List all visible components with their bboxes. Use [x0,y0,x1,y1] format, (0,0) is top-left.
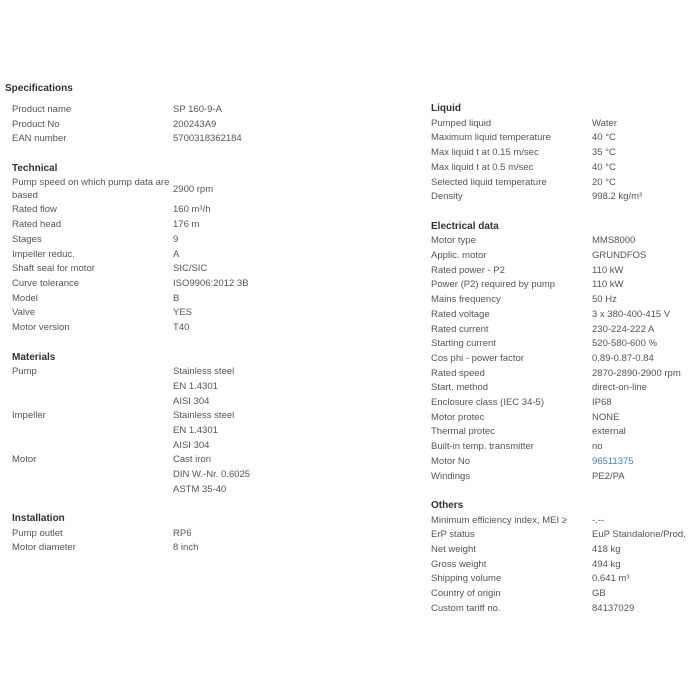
spec-value-line: AISI 304 [173,439,210,451]
spec-value-line: AISI 304 [173,395,210,407]
spec-value [173,176,272,203]
spec-row-rated-power-p2 [431,264,699,279]
spec-value-line: RP6 [173,527,192,539]
spec-value [173,409,272,453]
spec-value [592,543,699,558]
spec-value-line: Stainless steel [173,366,235,378]
spec-value [592,249,699,264]
section-basic [12,103,272,147]
spec-value [173,292,272,307]
spec-value-line: 50 Hz [592,294,617,306]
spec-value-line: B [173,292,180,304]
spec-row-product-no [12,118,272,133]
spec-label: Motor [12,454,37,466]
spec-value [592,455,699,470]
spec-row-motor [12,453,272,497]
spec-value [592,381,699,396]
spec-value-line: MMS8000 [592,235,636,247]
spec-row-max-liquid-t-at-0-15-m-sec [431,146,699,161]
spec-value-line: 110 kW [592,264,624,276]
section-title-electrical: Electrical data [431,220,499,232]
spec-value-line: EN 1.4301 [173,424,218,436]
spec-row-shipping-volume [431,572,699,587]
spec-row-mains-frequency [431,293,699,308]
spec-label: Enclosure class (IEC 34-5) [431,397,544,409]
spec-value-line: 2870-2890-2900 rpm [592,367,681,379]
spec-label: Pump speed on which pump data are based [12,177,170,201]
spec-label: Selected liquid temperature [431,176,547,188]
spec-value [173,277,272,292]
spec-label: Product No [12,118,60,130]
spec-value-line: 40 °C [592,161,616,173]
spec-value-line: EN 1.4301 [173,380,218,392]
spec-label: Impeller [12,410,46,422]
spec-label: Model [12,292,38,304]
spec-value-line: 110 kW [592,279,624,291]
spec-value-line: 0.641 m³ [592,573,630,585]
spec-row-product-name [12,103,272,118]
spec-value [173,321,272,336]
spec-value-line: EuP Standalone/Prod. [592,529,686,541]
spec-label: Thermal protec [431,426,495,438]
spec-value-line: 998.2 kg/m³ [592,191,643,203]
spec-label: Rated voltage [431,308,490,320]
spec-value [592,293,699,308]
spec-row-minimum-efficiency-index-mei [431,514,699,529]
spec-value [592,558,699,573]
section-title-others: Others [431,499,464,511]
spec-label: Pump [12,366,37,378]
spec-value-line: GB [592,588,606,600]
spec-value [592,352,699,367]
spec-row-built-in-temp-transmitter [431,440,699,455]
spec-label: Cos phi - power factor [431,352,524,364]
spec-row-starting-current [431,337,699,352]
spec-row-thermal-protec [431,425,699,440]
spec-row-rated-flow [12,203,272,218]
spec-value-line: 20 °C [592,176,616,188]
spec-label: Pumped liquid [431,117,492,129]
spec-value-line: Water [592,117,617,129]
spec-value [592,278,699,293]
spec-label: Minimum efficiency index, MEI ≥ [431,514,567,526]
spec-value [592,470,699,485]
section-others [431,484,699,616]
spec-row-start-method [431,381,699,396]
spec-row-model [12,292,272,307]
spec-value [592,146,699,161]
spec-value [592,514,699,529]
spec-row-enclosure-class-iec-34-5 [431,396,699,411]
spec-value-line: YES [173,307,193,319]
spec-label: Product name [12,104,72,115]
spec-value-line: 200243A9 [173,118,217,130]
spec-value-line: 230-224-222 A [592,323,655,335]
spec-label: Motor version [12,322,70,334]
spec-label: Motor diameter [12,542,76,554]
spec-value-line: 84137029 [592,602,635,614]
spec-label: Net weight [431,544,476,556]
spec-value [592,367,699,382]
spec-value-line: IP68 [592,397,612,409]
spec-row-gross-weight [431,558,699,573]
spec-value-line: 8 inch [173,542,199,554]
spec-value [173,365,272,409]
spec-label: Start. method [431,382,489,394]
spec-value-line: -.-- [592,514,605,526]
spec-value [592,602,699,617]
spec-row-rated-voltage [431,308,699,323]
spec-row-rated-current [431,323,699,338]
spec-label: Gross weight [431,558,487,570]
spec-value [592,572,699,587]
spec-value-line: 35 °C [592,147,616,159]
spec-row-stages [12,233,272,248]
spec-value [173,306,272,321]
spec-value-line: DIN W.-Nr. 0.6025 [173,469,251,480]
spec-row-curve-tolerance [12,277,272,292]
spec-row-density [431,190,699,205]
spec-value [173,203,272,218]
spec-label: Power (P2) required by pump [431,279,556,291]
spec-value [173,527,272,542]
spec-value-line: T40 [173,322,190,334]
spec-value [592,411,699,426]
spec-value-line: 5700318362184 [173,133,242,145]
spec-value [592,234,699,249]
spec-value [592,117,699,132]
section-materials [12,336,272,498]
spec-value [173,262,272,277]
spec-value [173,103,272,118]
spec-label: Custom tariff no. [431,602,501,614]
spec-row-selected-liquid-temperature [431,176,699,191]
spec-label: Maximum liquid temperature [431,132,551,144]
spec-label: Max liquid t at 0.5 m/sec [431,161,534,173]
section-spacer [12,147,272,162]
spec-value [592,190,699,205]
spec-value-line: ISO9906:2012 3B [173,278,249,289]
spec-value-line: 40 °C [592,132,616,144]
spec-row-cos-phi-power-factor [431,352,699,367]
spec-row-ean-number [12,132,272,147]
spec-row-motor-protec [431,411,699,426]
spec-label: Built-in temp. transmitter [431,441,534,453]
spec-value [592,425,699,440]
right-column [431,102,699,617]
spec-row-pump-outlet [12,527,272,542]
spec-value [173,541,272,556]
spec-row-erp-status [431,528,699,543]
spec-value [173,248,272,263]
spec-label: Starting current [431,338,496,350]
spec-value [592,131,699,146]
spec-value [173,118,272,133]
spec-value [592,264,699,279]
spec-value-line: ASTM 35-40 [173,483,227,495]
spec-value-line: direct-on-line [592,382,647,394]
spec-value [592,528,699,543]
motor-number-link[interactable]: 96511375 [592,455,634,467]
spec-value [592,440,699,455]
spec-value [592,323,699,338]
section-electrical [431,205,699,484]
spec-row-motor-type [431,234,699,249]
spec-value-line: 3 x 380-400-415 V [592,308,671,320]
spec-value-line: 0.89-0.87-0.84 [592,352,654,364]
spec-label: Motor protec [431,411,485,423]
spec-row-rated-speed [431,367,699,382]
spec-row-impeller [12,409,272,453]
spec-label: Applic. motor [431,249,487,261]
spec-row-net-weight [431,543,699,558]
spec-row-custom-tariff-no [431,602,699,617]
spec-value-line: SP 160-9-A [173,104,222,115]
spec-label: Density [431,191,463,203]
spec-row-shaft-seal-for-motor [12,262,272,277]
spec-label: Windings [431,470,471,482]
spec-label: Motor type [431,235,476,247]
spec-row-motor-no [431,455,699,470]
spec-label: Rated speed [431,367,485,379]
spec-value [592,161,699,176]
spec-value-line: 520-580-600 % [592,338,657,350]
spec-value-line: 2900 rpm [173,183,214,195]
spec-value [592,176,699,191]
spec-value [173,132,272,147]
spec-value-line: NONE [592,411,620,423]
spec-value-line: 418 kg [592,544,621,556]
spec-value [592,396,699,411]
page-title: Specifications [5,83,73,94]
spec-value-line: no [592,441,603,453]
spec-label: Rated flow [12,204,57,216]
spec-label: Shaft seal for motor [12,263,95,275]
spec-label: ErP status [431,529,475,541]
spec-value-line: 494 kg [592,558,621,570]
left-column [12,103,272,556]
spec-value-line: 9 [173,233,179,245]
section-spacer [431,205,699,220]
spec-row-maximum-liquid-temperature [431,131,699,146]
spec-value [173,218,272,233]
spec-value-line: 176 m [173,219,200,231]
section-installation [12,497,272,556]
spec-row-power-p2-required-by-pump [431,278,699,293]
section-title-materials: Materials [12,351,56,363]
spec-row-pump [12,365,272,409]
spec-value-line: Cast iron [173,454,212,466]
section-title-technical: Technical [12,162,58,174]
section-title-installation: Installation [12,513,65,525]
spec-row-impeller-reduc [12,248,272,263]
spec-label: Stages [12,233,42,245]
spec-row-rated-head [12,218,272,233]
spec-label: Rated current [431,323,489,335]
section-spacer [12,336,272,351]
spec-value-line: GRUNDFOS [592,249,647,261]
spec-label: Rated head [12,219,62,231]
spec-value-line: 160 m³/h [173,204,211,216]
spec-value [592,308,699,323]
section-spacer [12,497,272,512]
spec-value [173,233,272,248]
spec-label: Valve [12,307,36,319]
spec-value-line: external [592,426,626,438]
spec-value [592,337,699,352]
spec-label: Rated power - P2 [431,264,505,276]
spec-label: Country of origin [431,588,501,600]
spec-label: Impeller reduc. [12,248,75,260]
section-spacer [431,484,699,499]
spec-row-valve [12,306,272,321]
spec-value [592,587,699,602]
spec-row-max-liquid-t-at-0-5-m-sec [431,161,699,176]
spec-row-applic-motor [431,249,699,264]
section-technical [12,147,272,336]
spec-value [173,453,272,497]
spec-row-motor-version [12,321,272,336]
spec-value-line: SIC/SIC [173,263,208,275]
spec-row-pump-speed-on-which-pump-data-are-based [12,176,272,203]
spec-value-line: Stainless steel [173,410,235,422]
spec-label: Curve tolerance [12,278,80,289]
spec-label: Mains frequency [431,294,501,306]
section-liquid [431,102,699,205]
spec-value-line: PE2/PA [592,470,625,482]
spec-label: Pump outlet [12,527,63,539]
spec-label: Max liquid t at 0.15 m/sec [431,147,539,159]
spec-row-windings [431,470,699,485]
spec-value-line: A [173,248,180,260]
section-title-liquid: Liquid [431,103,461,114]
spec-row-motor-diameter [12,541,272,556]
spec-row-country-of-origin [431,587,699,602]
spec-row-pumped-liquid [431,117,699,132]
spec-label: EAN number [12,133,67,145]
spec-label: Motor No [431,455,471,467]
spec-label: Shipping volume [431,573,502,585]
